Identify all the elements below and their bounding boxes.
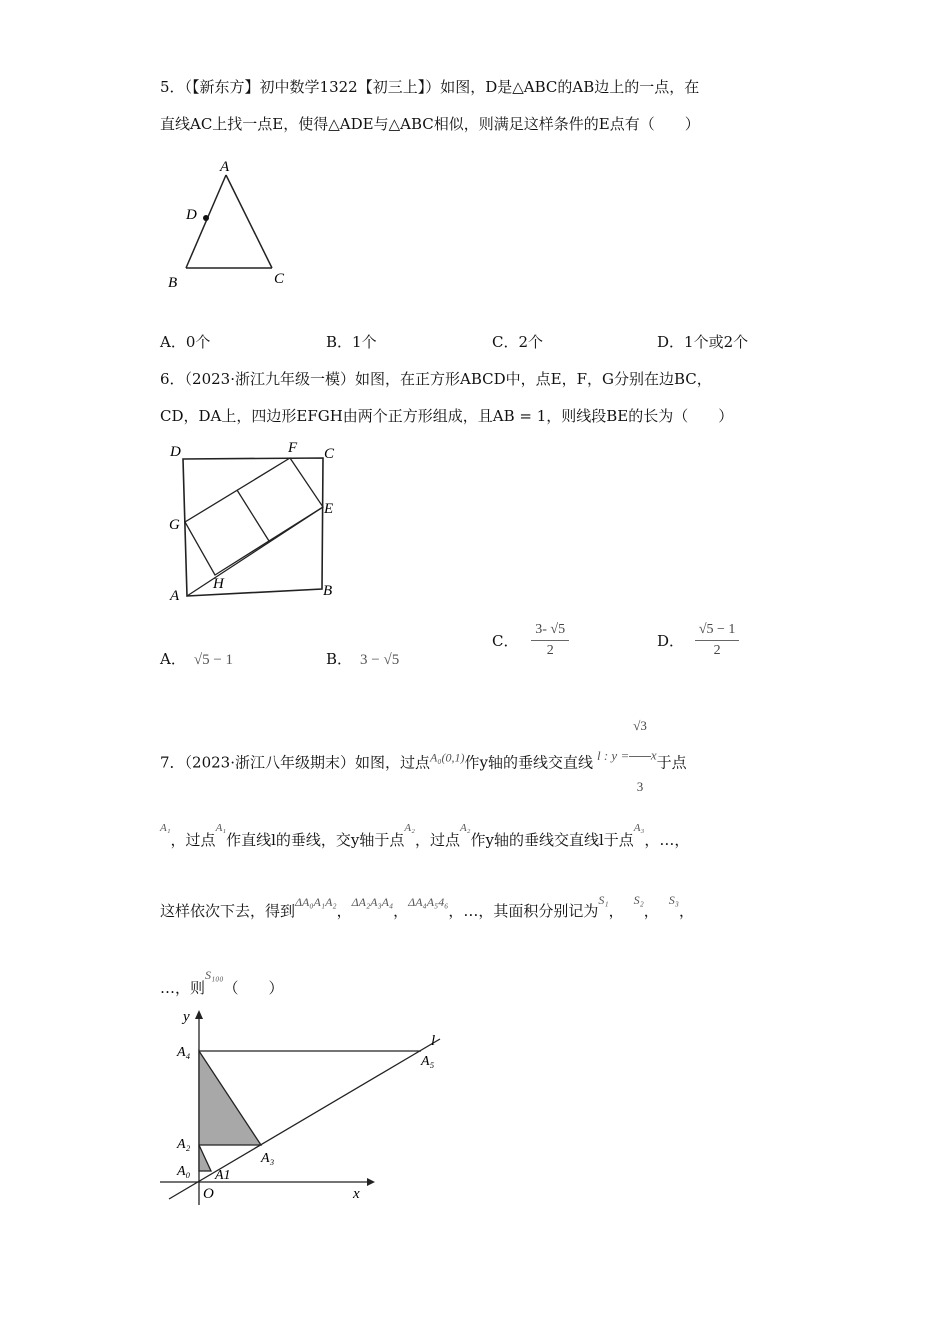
q6-option-c: C． $\frac{3- √5}{2}$	[492, 622, 569, 659]
q7-coordinate-figure	[155, 1005, 455, 1215]
q7-line4: …，则$^{S_{100}}$（ ）	[160, 968, 284, 997]
q5-label-B: B	[168, 275, 178, 291]
q7-label-l: l	[431, 1033, 436, 1049]
q6-option-d-fraction: $\frac{√5 - 1}{2}$	[695, 622, 740, 659]
q6-option-b: B． 3 − √5	[326, 650, 400, 668]
q7-label-y: y	[183, 1009, 190, 1025]
q5-label-D: D	[186, 207, 197, 223]
q7-label-A3: A₃	[261, 1151, 275, 1166]
q6-line2: CD，DA上，四边形EFGH由两个正方形组成，且AB = 1，则线段BE的长为（ ）	[160, 407, 734, 425]
q6-label-H: H	[213, 576, 224, 592]
q6-line1: 6．（2023·浙江九年级一模）如图，在正方形ABCD中，点E，F，G分别在边BC，	[160, 370, 712, 388]
q5-line1: 5．（【新东方】初中数学1322【初三上】）如图，D是△ABC的AB边上的一点，在	[160, 78, 700, 96]
q6-option-c-fraction: $\frac{3- √5}{2}$	[531, 622, 569, 659]
q5-triangle-figure	[160, 155, 300, 295]
q7-label-A4: A₄	[177, 1045, 191, 1060]
q6-option-d: D． $\frac{√5 - 1}{2}$	[657, 622, 739, 659]
q5-label-C: C	[274, 271, 285, 287]
q6-label-E: E	[324, 501, 334, 517]
q6-label-D: D	[170, 444, 181, 460]
q7-line1: 7．（2023·浙江八年级期末）如图，过点$^{A_0(0,1)}$作y轴的垂线交直线 l : y = $\frac{√3}{3}$ x于点	[160, 712, 687, 815]
q6-label-F: F	[288, 440, 298, 456]
q7-line2: $^{A_1}$，过点$^{A_1}$作直线l的垂线，交y轴于点$^{A_2}$，过点$^{A_2}$作y轴的垂线交直线l于点$^{A_3}$，…，	[160, 822, 690, 849]
q5-option-c: C．2个	[492, 333, 544, 351]
q7-label-O: O	[203, 1186, 214, 1202]
q7-label-A1: A1	[215, 1168, 231, 1183]
q5-option-b: B．1个	[326, 333, 377, 351]
q6-label-A: A	[170, 588, 180, 604]
q5-option-d: D．1个或2个	[657, 333, 749, 351]
q5-option-a: A．0个	[160, 333, 211, 351]
q6-square-figure	[160, 438, 360, 608]
q7-line3: 这样依次下去，得到$^{\Delta A_0A_1A_2}$，$^{\Delta A_2A_3A_4}$，$^{\Delta A_4A_54_6}$，…，其面积分别记为$^{S_1}$，$^{S_2}$，$^{S_3}$，	[160, 893, 694, 920]
q7-label-x: x	[353, 1186, 360, 1202]
q6-option-a: A． √5 − 1	[160, 650, 234, 668]
q7-label-A0: A₀	[177, 1164, 191, 1179]
q5-label-A: A	[220, 159, 230, 175]
q5-line2: 直线AC上找一点E，使得△ADE与△ABC相似，则满足这样条件的E点有（ ）	[160, 115, 700, 133]
q7-label-A2: A₂	[177, 1137, 191, 1152]
q6-label-B: B	[323, 583, 333, 599]
q6-label-C: C	[324, 446, 335, 462]
q6-label-G: G	[169, 517, 180, 533]
q7-label-A5: A₅	[421, 1054, 435, 1069]
